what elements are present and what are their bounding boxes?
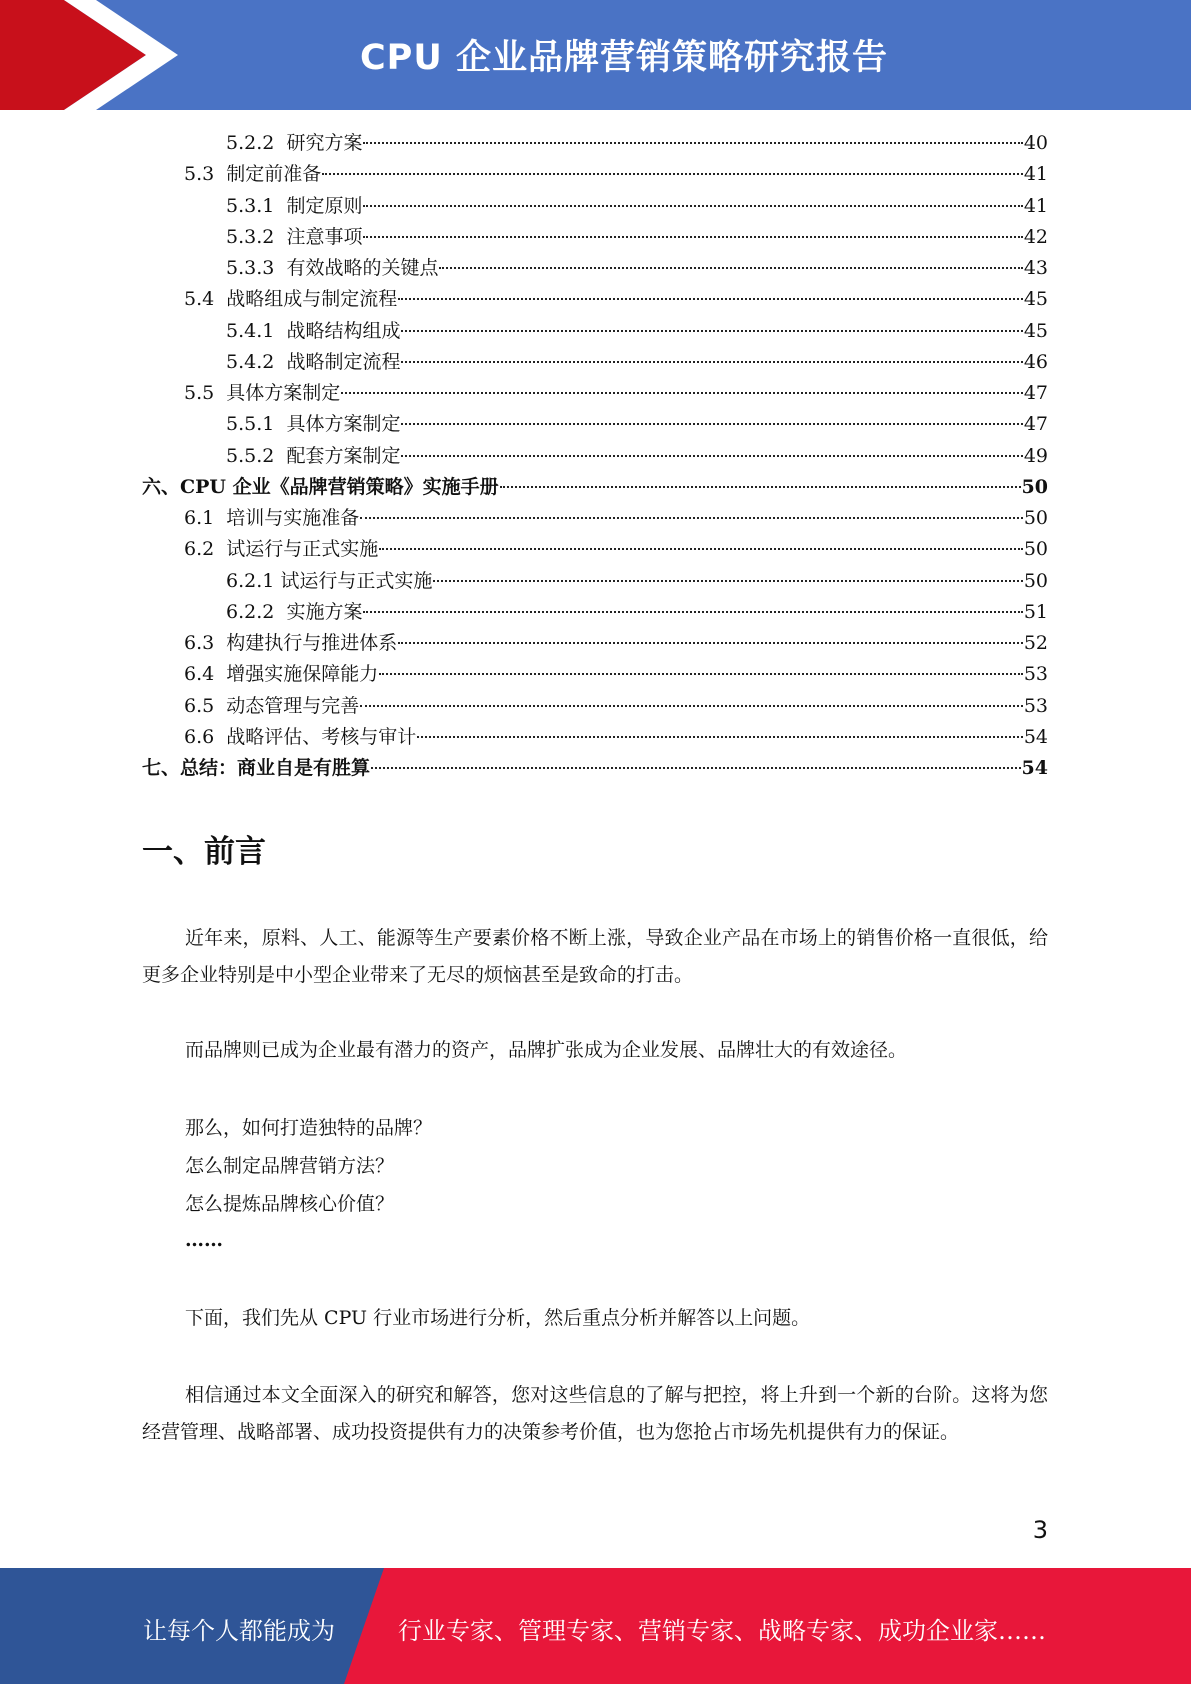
toc-dot-leader bbox=[401, 330, 1022, 332]
toc-dot-leader bbox=[363, 611, 1022, 613]
section-heading: 一、前言 bbox=[142, 834, 266, 870]
toc-entry-page: 51 bbox=[1023, 600, 1048, 623]
toc-entry-title: 研究方案 bbox=[286, 132, 363, 154]
toc-entry-number: 5.5.1 bbox=[226, 413, 287, 436]
toc-entry-page: 41 bbox=[1023, 163, 1048, 186]
header-red-chevron bbox=[0, 0, 146, 110]
toc-dot-leader bbox=[401, 361, 1022, 363]
toc-entry-page: 54 bbox=[1021, 757, 1048, 779]
toc-dot-leader bbox=[360, 705, 1023, 707]
toc-entry[interactable] bbox=[142, 347, 1048, 378]
toc-dot-leader bbox=[341, 392, 1023, 394]
toc-dot-leader bbox=[398, 298, 1023, 300]
toc-entry-page: 53 bbox=[1023, 663, 1048, 686]
toc-entry[interactable] bbox=[142, 409, 1048, 440]
toc-entry-title: 构建执行与推进体系 bbox=[226, 632, 398, 654]
toc-entry-number: 5.5.2 bbox=[226, 444, 287, 467]
header-title: CPU 企业品牌营销策略研究报告 bbox=[360, 38, 888, 78]
toc-dot-leader bbox=[401, 455, 1022, 457]
toc-entry-number: 5.3.1 bbox=[226, 194, 287, 217]
toc-entry[interactable] bbox=[142, 378, 1048, 409]
toc-entry-title: 总结：商业自是有胜算 bbox=[180, 757, 371, 779]
toc-entry[interactable] bbox=[142, 659, 1048, 690]
toc-entry[interactable] bbox=[142, 128, 1048, 159]
toc-entry-title: 制定原则 bbox=[286, 194, 363, 217]
toc-entry-number: 5.4.2 bbox=[226, 350, 287, 373]
toc-dot-leader bbox=[371, 767, 1021, 769]
toc-entry-title: 试运行与正式实施 bbox=[280, 569, 433, 592]
toc-entry-page: 50 bbox=[1023, 538, 1048, 561]
toc-entry-title: 试运行与正式实施 bbox=[226, 538, 379, 561]
toc-dot-leader bbox=[439, 267, 1022, 269]
toc-dot-leader bbox=[433, 580, 1022, 582]
toc-entry-title: CPU 企业《品牌营销策略》实施手册 bbox=[180, 475, 499, 498]
toc-dot-leader bbox=[379, 548, 1023, 550]
toc-entry-title: 具体方案制定 bbox=[286, 413, 401, 436]
toc-entry-number: 5.3.2 bbox=[226, 225, 287, 248]
toc-dot-leader bbox=[363, 205, 1022, 207]
toc-entry[interactable] bbox=[142, 253, 1048, 284]
toc-entry-title: 制定前准备 bbox=[226, 163, 322, 186]
toc-entry-page: 52 bbox=[1023, 632, 1048, 654]
toc-entry[interactable] bbox=[142, 316, 1048, 347]
toc-entry-title: 配套方案制定 bbox=[286, 444, 401, 467]
toc-entry-title: 战略组成与制定流程 bbox=[226, 288, 398, 311]
question-1: 那么，如何打造独特的品牌？ bbox=[185, 1117, 433, 1139]
toc-entry-page: 41 bbox=[1023, 194, 1048, 217]
toc-dot-leader bbox=[363, 236, 1022, 238]
toc-dot-leader bbox=[379, 673, 1023, 675]
paragraph-3: 下面，我们先从 CPU 行业市场进行分析，然后重点分析并解答以上问题。 bbox=[185, 1307, 811, 1329]
toc-entry-number: 5.2.2 bbox=[226, 132, 287, 154]
toc-entry-title: 战略评估、考核与审计 bbox=[226, 725, 417, 748]
toc-entry-number: 6.2.1 bbox=[226, 569, 281, 592]
toc-entry-title: 战略结构组成 bbox=[286, 319, 401, 342]
toc-entry-page: 46 bbox=[1023, 350, 1048, 373]
toc-entry-page: 50 bbox=[1023, 569, 1048, 592]
toc-entry[interactable] bbox=[142, 691, 1048, 722]
toc-entry-number: 5.5 bbox=[184, 382, 227, 404]
toc-entry[interactable] bbox=[142, 284, 1048, 315]
toc-entry-page: 45 bbox=[1023, 288, 1048, 311]
toc-dot-leader bbox=[417, 736, 1023, 738]
toc-entry[interactable] bbox=[142, 472, 1048, 503]
toc-entry-title: 动态管理与完善 bbox=[226, 694, 360, 717]
toc-entry-page: 53 bbox=[1023, 694, 1048, 717]
toc-entry-number: 6.1 bbox=[184, 507, 227, 529]
toc-entry[interactable] bbox=[142, 628, 1048, 659]
question-2: 怎么制定品牌营销方法？ bbox=[185, 1155, 395, 1177]
toc-entry[interactable] bbox=[142, 503, 1048, 534]
page-footer bbox=[0, 1568, 1191, 1684]
toc-dot-leader bbox=[322, 173, 1023, 175]
paragraph-4: 相信通过本文全面深入的研究和解答，您对这些信息的了解与把控，将上升到一个新的台阶。这将为您经营管理、战略部署、成功投资提供有力的决策参考价值，也为您抢占市场先机提供有力的保证。 bbox=[142, 1384, 1048, 1443]
toc-entry-number: 6.2.2 bbox=[226, 600, 287, 623]
toc-entry-number: 5.4.1 bbox=[226, 319, 287, 342]
footer-slogan-right: 行业专家、管理专家、营销专家、战略专家、成功企业家…… bbox=[398, 1617, 1046, 1645]
toc-entry-number: 5.3.3 bbox=[226, 257, 287, 279]
toc-entry[interactable] bbox=[142, 566, 1048, 597]
toc-entry-number: 6.3 bbox=[184, 632, 227, 654]
page-number: 3 bbox=[1032, 1516, 1048, 1544]
toc-entry-number: 5.3 bbox=[184, 163, 227, 186]
toc-entry-title: 战略制定流程 bbox=[286, 350, 401, 373]
toc-entry-title: 注意事项 bbox=[286, 225, 363, 248]
paragraph-1: 近年来，原料、人工、能源等生产要素价格不断上涨，导致企业产品在市场上的销售价格一直很低，给更多企业特别是中小型企业带来了无尽的烦恼甚至是致命的打击。 bbox=[142, 927, 1048, 986]
toc-entry-number: 六、 bbox=[142, 475, 181, 498]
toc-entry[interactable] bbox=[142, 191, 1048, 222]
toc-entry[interactable] bbox=[142, 222, 1048, 253]
toc-entry[interactable] bbox=[142, 722, 1048, 753]
toc-entry-page: 47 bbox=[1023, 413, 1048, 436]
toc-entry-page: 47 bbox=[1023, 382, 1048, 404]
toc-dot-leader bbox=[360, 517, 1023, 519]
toc-entry-title: 增强实施保障能力 bbox=[226, 663, 379, 686]
question-3: 怎么提炼品牌核心价值？ bbox=[185, 1193, 395, 1215]
toc-entry-page: 49 bbox=[1023, 444, 1048, 467]
toc-dot-leader bbox=[363, 142, 1022, 144]
toc-dot-leader bbox=[500, 486, 1021, 488]
toc-entry-page: 42 bbox=[1023, 225, 1048, 248]
toc-entry-title: 实施方案 bbox=[286, 600, 363, 623]
paragraph-2: 而品牌则已成为企业最有潜力的资产，品牌扩张成为企业发展、品牌壮大的有效途径。 bbox=[185, 1039, 908, 1061]
toc-entry-title: 培训与实施准备 bbox=[226, 507, 360, 529]
page-header bbox=[0, 0, 1191, 110]
toc-entry-page: 40 bbox=[1023, 132, 1048, 154]
toc-entry-page: 50 bbox=[1021, 475, 1048, 498]
toc-entry-page: 54 bbox=[1023, 725, 1048, 748]
toc-entry[interactable] bbox=[142, 159, 1048, 190]
toc-entry[interactable] bbox=[142, 441, 1048, 472]
toc-entry-number: 6.5 bbox=[184, 694, 227, 717]
toc-entry-number: 5.4 bbox=[184, 288, 227, 311]
toc-entry-number: 6.4 bbox=[184, 663, 227, 686]
question-ellipsis: …… bbox=[185, 1229, 223, 1251]
toc-entry-page: 43 bbox=[1023, 257, 1048, 279]
toc-entry-title: 具体方案制定 bbox=[226, 382, 341, 404]
toc-dot-leader bbox=[401, 423, 1022, 425]
toc-entry-title: 有效战略的关键点 bbox=[286, 257, 439, 279]
toc-entry-page: 50 bbox=[1023, 507, 1048, 529]
table-of-contents bbox=[142, 128, 1048, 784]
toc-entry[interactable] bbox=[142, 753, 1048, 784]
toc-entry-page: 45 bbox=[1023, 319, 1048, 342]
toc-entry[interactable] bbox=[142, 534, 1048, 565]
toc-entry[interactable] bbox=[142, 597, 1048, 628]
toc-entry-number: 七、 bbox=[142, 757, 181, 779]
footer-slogan-left: 让每个人都能成为 bbox=[143, 1617, 335, 1645]
toc-entry-number: 6.6 bbox=[184, 725, 227, 748]
toc-entry-number: 6.2 bbox=[184, 538, 227, 561]
toc-dot-leader bbox=[398, 642, 1023, 644]
